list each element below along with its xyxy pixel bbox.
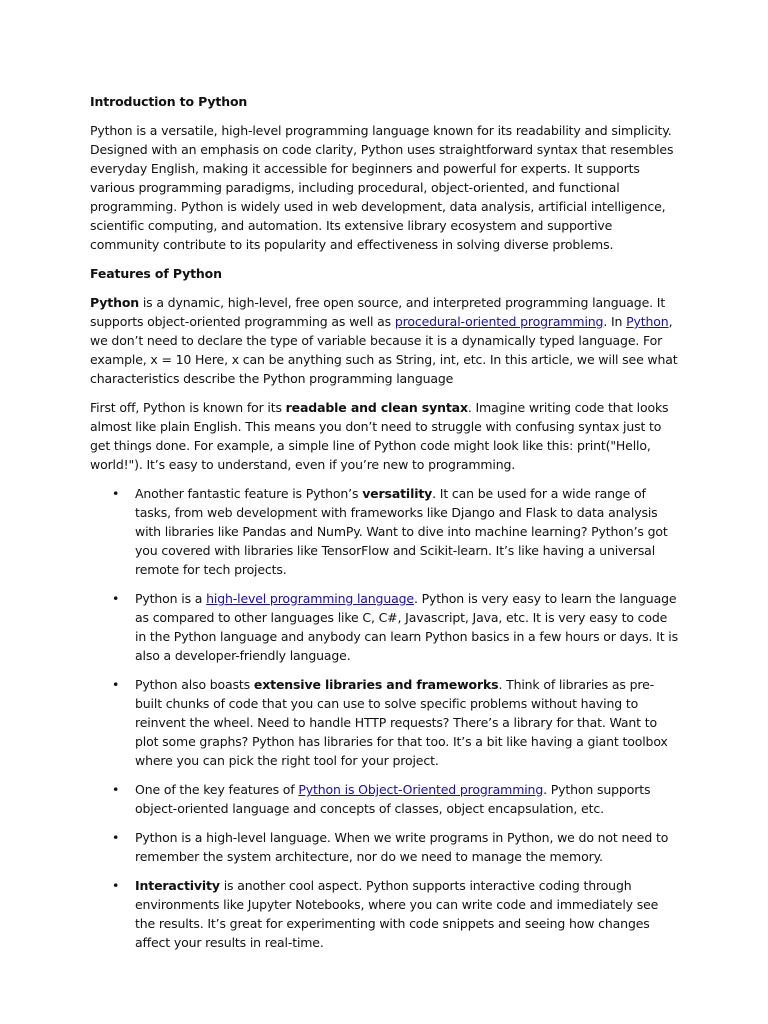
list-item-memory bbox=[90, 828, 678, 866]
text-span: , we don’t need to declare the type of variable because it is a dynamically typed language. For example, x = 10 Here, x can be anything such as String, int, etc. In this article, we will see what characteristics describe the Python programming language bbox=[90, 314, 678, 386]
text-span: . Imagine writing code that looks almost like plain English. This means you don’t need to struggle with confusing syntax just to get things done. For example, a simple line of Python code might look like this: print("Hello, world!"). It’s easy to understand, even if you’re new to programming. bbox=[90, 400, 669, 472]
text-span: Another fantastic feature is Python’s bbox=[135, 486, 363, 501]
text-span: . Python is very easy to learn the language as compared to other languages like C, C#, Javascript, Java, etc. It is very easy to code in the Python language and anybody can learn Python basics in a few hours or days. It is also a developer-friendly language. bbox=[135, 591, 678, 663]
text-span: is another cool aspect. Python supports interactive coding through environments like Jupyter Notebooks, where you can write code and immediately see the results. It’s great for experimenting with code snippets and seeing how changes affect your results in real-time. bbox=[135, 878, 659, 950]
features-list bbox=[90, 484, 678, 952]
text-span: Python is a high-level language. When we write programs in Python, we do not need to remember the system architecture, nor do we need to manage the memory. bbox=[135, 830, 669, 864]
heading-introduction: Introduction to Python bbox=[90, 94, 248, 109]
bold-text: extensive libraries and frameworks bbox=[253, 677, 499, 692]
bullet-icon: • bbox=[112, 830, 120, 845]
paragraph-python-definition bbox=[90, 293, 678, 388]
paragraph-readable-syntax bbox=[90, 398, 678, 474]
document-page bbox=[90, 92, 678, 962]
bullet-icon: • bbox=[112, 677, 120, 692]
text-span: Python is a bbox=[135, 591, 207, 606]
bullet-icon: • bbox=[112, 591, 120, 606]
paragraph-intro: Python is a versatile, high-level programming language known for its readability and simplicity. Designed with an emphasis on code clarity, Python uses straightforward syntax that resembles everyday English, making it accessible for beginners and powerful for experts. It supports various programming paradigms, including procedural, object-oriented, and functional programming. Python is widely used in web development, data analysis, artificial intelligence, scientific computing, and automation. Its extensive library ecosystem and supportive community contribute to its popularity and effectiveness in solving diverse problems. bbox=[90, 123, 674, 252]
list-item-high-level bbox=[90, 589, 678, 665]
text-span: . Think of libraries as pre-built chunks of code that you can use to solve specific problems without having to reinvent the wheel. Need to handle HTTP requests? There’s a library for that. Want to plot some graphs? Python has libraries for that too. It’s a bit like having a giant toolbox where you can pick the right tool for your project. bbox=[135, 677, 668, 768]
bullet-icon: • bbox=[112, 782, 120, 797]
bullet-icon: • bbox=[112, 878, 120, 893]
text-span: First off, Python is known for its bbox=[90, 400, 286, 415]
bullet-icon: • bbox=[112, 486, 120, 501]
bold-text: readable and clean syntax bbox=[285, 400, 468, 415]
list-item-versatility bbox=[90, 484, 678, 579]
bold-text: Python bbox=[90, 295, 140, 310]
link-procedural-oriented-programming[interactable]: procedural-oriented programming bbox=[394, 314, 604, 329]
list-item-object-oriented bbox=[90, 780, 678, 818]
heading-features: Features of Python bbox=[90, 266, 222, 281]
text-span: . In bbox=[603, 314, 627, 329]
list-item-interactivity bbox=[90, 876, 678, 952]
text-span: . Python supports object-oriented language and concepts of classes, object encapsulation, etc. bbox=[135, 782, 651, 816]
text-span: is a dynamic, high-level, free open source, and interpreted programming language. It supports object-oriented programming as well as bbox=[90, 295, 666, 329]
text-span: . It can be used for a wide range of tasks, from web development with frameworks like Django and Flask to data analysis with libraries like Pandas and NumPy. Want to dive into machine learning? Python’s got you covered with libraries like TensorFlow and Scikit-learn. It’s like having a universal remote for tech projects. bbox=[135, 486, 668, 577]
text-span: Python also boasts bbox=[135, 677, 254, 692]
list-item-libraries bbox=[90, 675, 678, 770]
link-python-is-object-oriented-programming[interactable]: Python is Object-Oriented programming bbox=[298, 782, 544, 797]
link-high-level-programming-language[interactable]: high-level programming language bbox=[206, 591, 414, 606]
bold-text: Interactivity bbox=[135, 878, 220, 893]
bold-text: versatility bbox=[362, 486, 433, 501]
text-span: One of the key features of bbox=[135, 782, 299, 797]
link-python[interactable]: Python bbox=[626, 314, 669, 329]
